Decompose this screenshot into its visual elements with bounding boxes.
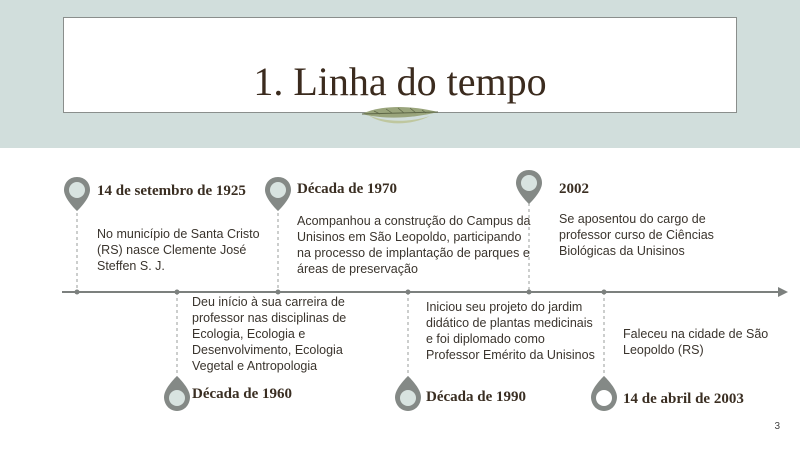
timeline-pin-icon bbox=[394, 374, 422, 414]
event-heading: Década de 1990 bbox=[426, 389, 526, 405]
event-text: Acompanhou a construção do Campus da Unisinos em São Leopoldo, participando na processo de implantação de parques e áreas de preservação bbox=[297, 214, 531, 276]
timeline-pin-icon bbox=[515, 168, 543, 208]
event-text: No município de Santa Cristo (RS) nasce Clemente José Steffen S. J. bbox=[97, 227, 260, 273]
timeline-pin-icon bbox=[590, 374, 618, 414]
timeline-pin-icon bbox=[63, 175, 91, 215]
event-heading: Década de 1970 bbox=[297, 181, 397, 197]
page-number: 3 bbox=[774, 421, 780, 432]
event-text: Deu início à sua carreira de professor nas disciplinas de Ecologia, Ecologia e Desenvolvimento, Ecologia Vegetal e Antropologia bbox=[192, 295, 347, 373]
timeline-pin-icon bbox=[163, 374, 191, 414]
event-text: Se aposentou do cargo de professor curso de Ciências Biológicas da Unisinos bbox=[559, 212, 714, 258]
event-text: Iniciou seu projeto do jardim didático de plantas medicinais e foi diplomado como Professor Emérito da Unisinos bbox=[426, 300, 595, 362]
event-heading: 14 de abril de 2003 bbox=[623, 391, 744, 407]
event-heading: 2002 bbox=[559, 181, 589, 197]
event-heading: Década de 1960 bbox=[192, 386, 292, 402]
timeline-pin-icon bbox=[264, 175, 292, 215]
event-heading: 14 de setembro de 1925 bbox=[97, 183, 246, 199]
slide-title: 1. Linha do tempo bbox=[253, 59, 547, 104]
event-text: Faleceu na cidade de São Leopoldo (RS) bbox=[623, 327, 769, 357]
